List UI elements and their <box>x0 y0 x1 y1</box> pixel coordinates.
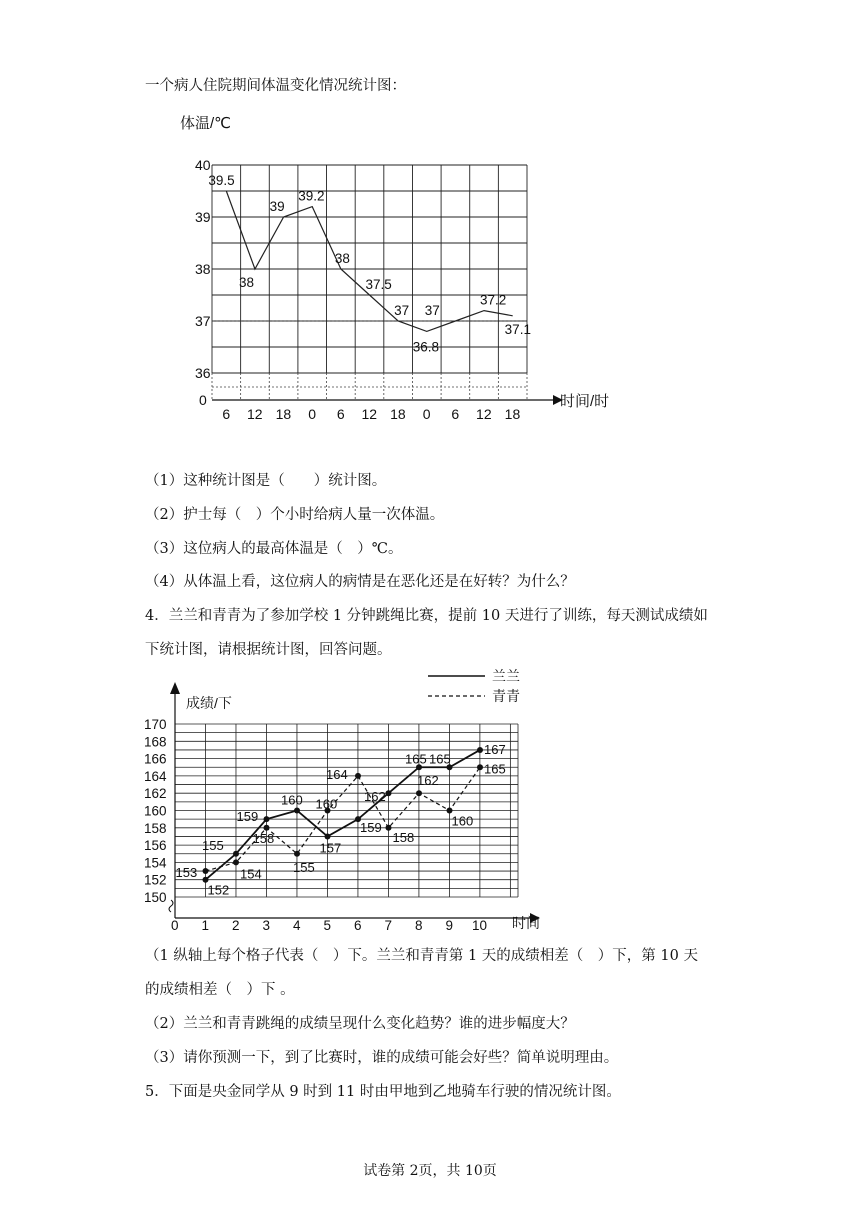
temperature-point-label: 37.2 <box>480 292 507 308</box>
x-tick-label: 4 <box>293 918 301 933</box>
x-tick-label: 0 <box>422 406 431 422</box>
x-tick-label: 12 <box>361 406 378 422</box>
temperature-point-label: 37.5 <box>365 277 392 292</box>
qingqing-point <box>294 851 300 857</box>
temperature-chart <box>175 108 655 428</box>
y-tick-label: 160 <box>144 803 167 819</box>
legend-lanlan: 兰兰 <box>492 668 520 684</box>
question-1: （1）这种统计图是（ ）统计图。 <box>145 473 387 489</box>
jump-rope-data-label: 155 <box>293 859 315 875</box>
jump-rope-data-label: 167 <box>484 741 506 757</box>
x-tick-label: 9 <box>445 918 454 933</box>
jump-rope-data-label: 162 <box>364 789 386 805</box>
qingqing-point <box>203 868 209 874</box>
jump-rope-data-label: 155 <box>202 837 224 853</box>
x-tick-label: 0 <box>308 406 317 422</box>
legend-qingqing: 青青 <box>492 688 520 704</box>
jump-rope-data-label: 160 <box>451 813 474 829</box>
lanlan-point <box>294 808 300 814</box>
temperature-point-label: 36.8 <box>412 339 440 355</box>
y-tick-label: 152 <box>144 872 167 888</box>
jump-rope-data-label: 153 <box>175 865 198 881</box>
lanlan-point <box>264 816 270 822</box>
lanlan-point <box>477 747 483 753</box>
temperature-point-label: 38 <box>334 251 350 266</box>
temperature-labels <box>208 173 531 354</box>
y-tick-label: 162 <box>144 786 167 802</box>
x-tick-label: 8 <box>415 918 423 933</box>
jump-rope-xlabel: 时间 <box>512 915 540 931</box>
page-footer: 试卷第 2页，共 10页 <box>363 1163 497 1179</box>
jump-rope-data-label: 159 <box>360 820 382 836</box>
jump-rope-data-label: 160 <box>281 792 303 808</box>
x-tick-label: 2 <box>232 918 240 933</box>
problem-4-line-1: 4．兰兰和青青为了参加学校 1 分钟跳绳比赛，提前 10 天进行了训练，每天测试成绩如 <box>145 608 708 624</box>
problem-5: 5．下面是央金同学从 9 时到 11 时由甲地到乙地骑车行驶的情况统计图。 <box>145 1084 621 1100</box>
jump-rope-data-label: 158 <box>252 830 275 846</box>
x-tick-label: 5 <box>323 918 332 933</box>
jump-rope-data-label: 165 <box>429 751 451 767</box>
x-tick-label: 7 <box>384 918 393 933</box>
intro-text: 一个病人住院期间体温变化情况统计图： <box>145 78 406 94</box>
x-tick-label: 6 <box>354 918 362 933</box>
jump-rope-data-label: 160 <box>315 796 338 812</box>
x-tick-label: 12 <box>246 406 263 422</box>
qingqing-point <box>477 764 483 770</box>
sub-question-3: （3）请你预测一下，到了比赛时，谁的成绩可能会好些？简单说明理由。 <box>145 1050 619 1066</box>
jump-rope-axes <box>144 682 540 933</box>
x-tick-label: 18 <box>390 406 406 422</box>
temperature-point-label: 37 <box>394 303 410 318</box>
y-tick-label: 36 <box>195 365 211 381</box>
jump-rope-data-label: 164 <box>326 766 348 782</box>
temperature-point-label: 37.1 <box>504 321 531 337</box>
x-tick-label: 0 <box>171 918 179 933</box>
jump-rope-ylabel: 成绩/下 <box>186 695 232 711</box>
temperature-ylabel: 体温/℃ <box>180 115 232 132</box>
qingqing-point <box>355 773 361 779</box>
temperature-point-label: 37 <box>424 303 440 318</box>
temperature-point-label: 39.2 <box>298 188 325 204</box>
jump-rope-data-label: 152 <box>207 882 230 898</box>
sub-question-2: （2）兰兰和青青跳绳的成绩呈现什么变化趋势？谁的进步幅度大？ <box>145 1016 575 1032</box>
question-3: （3）这位病人的最高体温是（ ）℃。 <box>145 541 403 557</box>
jump-rope-grid <box>175 724 518 897</box>
y-tick-label: 164 <box>144 768 167 784</box>
problem-4-line-2: 下统计图，请根据统计图，回答问题。 <box>145 642 392 658</box>
x-tick-label: 3 <box>262 918 271 933</box>
y-tick-label: 154 <box>144 855 167 871</box>
jump-rope-data-label: 162 <box>417 773 439 789</box>
temperature-point-label: 39 <box>269 199 285 214</box>
lanlan-point <box>386 790 392 796</box>
y-tick-label: 40 <box>195 157 211 173</box>
y-tick-label: 166 <box>144 751 167 767</box>
jump-rope-chart <box>140 660 560 940</box>
jump-rope-data-label: 154 <box>240 866 262 882</box>
qingqing-point <box>386 825 392 831</box>
y-axis-arrow <box>170 682 180 694</box>
lanlan-point <box>325 833 331 839</box>
x-tick-label: 6 <box>222 406 231 422</box>
sub-question-1-line-2: 的成绩相差（ ）下 。 <box>145 982 295 998</box>
y-tick-label: 39 <box>195 209 211 225</box>
y-tick-label: 170 <box>144 717 167 732</box>
qingqing-point <box>416 790 422 796</box>
sub-question-1-line-1: （1 纵轴上每个格子代表（ ）下。兰兰和青青第 1 天的成绩相差（ ）下，第 10 天 <box>145 948 698 964</box>
x-tick-label: 6 <box>336 406 345 422</box>
qingqing-point <box>233 859 239 865</box>
y-tick-label: 156 <box>144 838 167 854</box>
question-4: （4）从体温上看，这位病人的病情是在恶化还是在好转？为什么？ <box>145 574 575 590</box>
y-tick-label: 37 <box>195 313 211 329</box>
jump-rope-labels <box>176 742 506 898</box>
axis-break <box>169 900 173 912</box>
jump-rope-data-label: 157 <box>319 840 342 856</box>
y-tick-label: 38 <box>195 261 211 277</box>
x-tick-label: 6 <box>451 406 460 422</box>
y-tick-label: 150 <box>144 890 167 905</box>
x-tick-label: 1 <box>201 918 210 933</box>
x-tick-label: 18 <box>275 406 292 422</box>
question-2: （2）护士每（ ）个小时给病人量一次体温。 <box>145 507 445 523</box>
y-tick-label: 168 <box>144 734 167 750</box>
jump-rope-data-label: 165 <box>484 761 506 777</box>
x-tick-label: 10 <box>472 918 488 933</box>
jump-rope-data-label: 159 <box>236 809 259 825</box>
temperature-xlabel: 时间/时 <box>560 393 610 410</box>
jump-rope-legend <box>428 668 520 704</box>
x-tick-label: 18 <box>504 406 521 422</box>
jump-rope-data-label: 158 <box>392 829 415 845</box>
lanlan-point <box>233 851 239 857</box>
jump-rope-data-label: 165 <box>405 751 427 767</box>
y-tick-label: 158 <box>144 820 167 836</box>
x-tick-label: 12 <box>476 406 492 422</box>
y-tick-label: 0 <box>199 392 207 408</box>
temperature-point-label: 38 <box>238 275 254 290</box>
temperature-point-label: 39.5 <box>208 173 235 188</box>
